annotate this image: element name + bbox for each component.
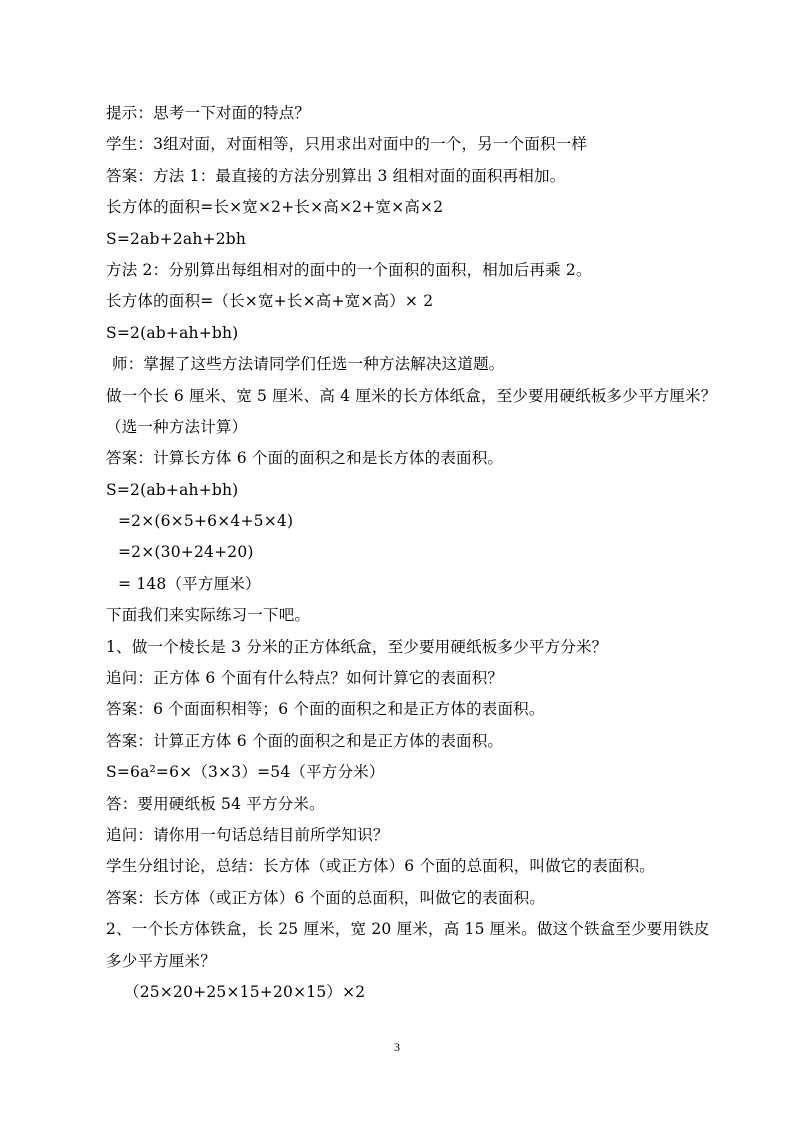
answer-line: 答案：长方体（或正方体）6 个面的总面积，叫做它的表面积。: [106, 888, 546, 907]
formula-line: S=2ab+2ah+2bh: [106, 229, 247, 248]
formula-line: 长方体的面积=长×宽×2+长×高×2+宽×高×2: [106, 198, 444, 217]
exercise-2-continuation-line: 多少平方厘米？: [106, 951, 216, 970]
formula-line: 长方体的面积=（长×宽+长×高+宽×高）× 2: [106, 292, 434, 311]
page-body: [106, 98, 717, 1008]
exercise-2-line: 2、一个长方体铁盒，长 25 厘米，宽 20 厘米，高 15 厘米。做这个铁盒至少要用铁皮: [106, 920, 710, 939]
practice-intro-line: 下面我们来实际练习一下吧。: [106, 606, 311, 625]
teacher-line: 师：掌握了这些方法请同学们任选一种方法解决这道题。: [112, 355, 505, 374]
calculation-line: =2×(30+24+20): [118, 543, 254, 562]
formula-line: S=2(ab+ah+bh): [106, 323, 239, 342]
method-2-line: 方法 2：分别算出每组相对的面中的一个面积的面积，相加后再乘 2。: [106, 260, 592, 279]
exercise-1-line: 1、做一个棱长是 3 分米的正方体纸盒，至少要用硬纸板多少平方分米？: [106, 637, 608, 656]
calculation-result-line: = 148（平方厘米）: [118, 574, 261, 593]
discussion-line: 学生分组讨论，总结：长方体（或正方体）6 个面的总面积，叫做它的表面积。: [106, 857, 655, 876]
answer-line: 答案：6 个面面积相等；6 个面的面积之和是正方体的表面积。: [106, 700, 545, 719]
answer-line: 答：要用硬纸板 54 平方分米。: [106, 794, 325, 813]
follow-up-question-line: 追问：请你用一句话总结目前所学知识？: [106, 825, 389, 844]
calculation-line: S=6a²=6×（3×3）=54（平方分米）: [106, 763, 385, 782]
student-answer-line: 学生：3组对面，对面相等，只用求出对面中的一个，另一个面积一样: [106, 135, 588, 154]
page-number: 3: [394, 1040, 400, 1054]
hint-line: 提示：思考一下对面的特点？: [106, 104, 311, 122]
answer-line: 答案：计算长方体 6 个面的面积之和是长方体的表面积。: [106, 449, 504, 468]
calculation-line: =2×(6×5+6×4+5×4): [118, 512, 294, 531]
answer-line: 答案：计算正方体 6 个面的面积之和是正方体的表面积。: [106, 731, 504, 750]
calculation-line: （25×20+25×15+20×15）×2: [124, 982, 366, 1001]
method-1-line: 答案：方法 1：最直接的方法分别算出 3 组相对面的面积再相加。: [106, 166, 566, 185]
problem-note-line: （选一种方法计算）: [106, 417, 248, 436]
problem-line: 做一个长 6 厘米、宽 5 厘米、高 4 厘米的长方体纸盒，至少要用硬纸板多少平方厘米？: [106, 386, 717, 405]
calculation-line: S=2(ab+ah+bh): [106, 480, 239, 499]
follow-up-question-line: 追问：正方体 6 个面有什么特点？如何计算它的表面积？: [106, 669, 504, 688]
